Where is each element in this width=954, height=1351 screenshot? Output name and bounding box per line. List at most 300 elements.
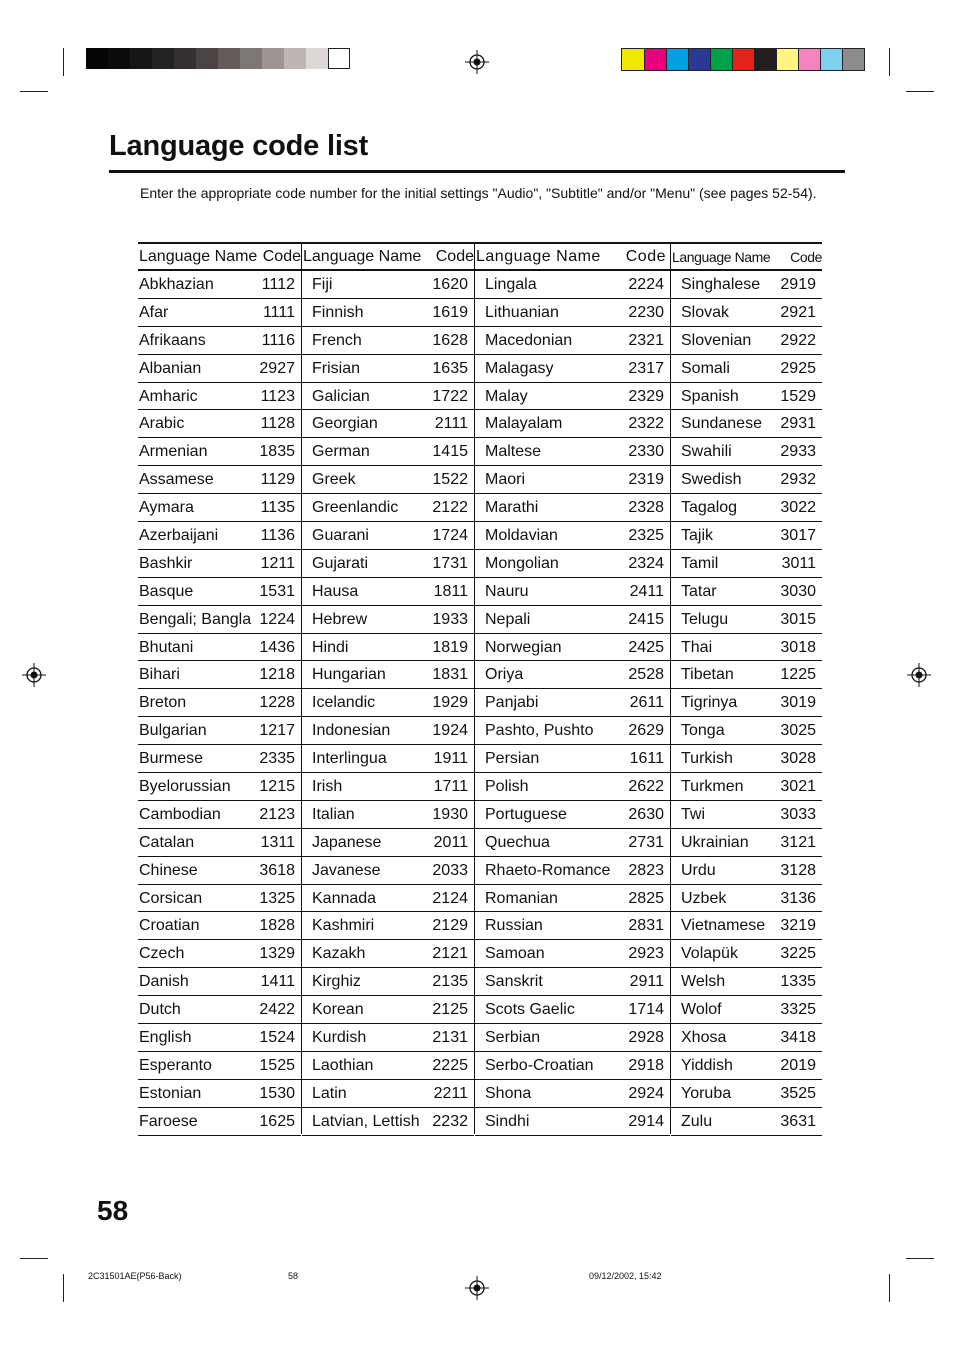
language-code: 1611	[629, 750, 664, 768]
language-code: 1530	[259, 1084, 295, 1102]
language-name: Catalan	[139, 833, 195, 851]
table-row	[475, 801, 670, 829]
language-code: 1722	[432, 387, 468, 405]
gray-swatch	[262, 48, 284, 69]
language-name: Tatar	[681, 582, 717, 600]
table-rows	[138, 271, 301, 1136]
table-row	[302, 383, 474, 411]
crop-mark	[889, 1274, 890, 1302]
gray-swatch	[108, 48, 130, 69]
gray-swatch	[306, 48, 328, 69]
table-row	[138, 829, 301, 857]
language-name: Javanese	[312, 861, 381, 879]
table-row	[138, 1080, 301, 1108]
footer-page: 58	[288, 1271, 299, 1281]
table-row	[302, 717, 474, 745]
language-code: 2122	[432, 499, 468, 517]
language-name: Lithuanian	[485, 303, 559, 321]
header-name: Language Name	[672, 249, 771, 265]
language-code: 1217	[259, 722, 295, 740]
language-code: 1924	[432, 722, 468, 740]
table-row	[302, 438, 474, 466]
intro-text: Enter the appropriate code number for the initial settings "Audio", "Subtitle" and/or "Menu" (see pages 52-54).	[140, 185, 817, 201]
page-title: Language code list	[109, 130, 369, 162]
table-row	[671, 271, 822, 299]
language-code: 1714	[628, 1001, 664, 1019]
language-name: Tibetan	[681, 666, 734, 684]
language-name: Croatian	[139, 917, 200, 935]
table-row	[138, 801, 301, 829]
table-row	[138, 1024, 301, 1052]
language-name: Malayalam	[485, 415, 563, 433]
language-name: Finnish	[312, 303, 364, 321]
language-code: 1136	[260, 527, 295, 545]
language-code: 1620	[432, 276, 468, 293]
language-name: Sundanese	[681, 415, 762, 433]
language-name: Abkhazian	[139, 276, 214, 293]
language-name: Kannada	[312, 889, 377, 907]
language-name: Italian	[312, 805, 355, 823]
header-name: Language Name	[139, 248, 258, 265]
language-code: 2918	[628, 1056, 664, 1074]
language-code: 3025	[780, 722, 816, 740]
language-code: 2928	[628, 1029, 664, 1047]
table-row	[302, 857, 474, 885]
language-code: 2415	[628, 610, 664, 628]
language-code: 2019	[780, 1056, 816, 1074]
language-name: Faroese	[139, 1112, 198, 1130]
language-code: 2317	[628, 359, 664, 377]
language-code: 2319	[628, 471, 664, 489]
table-row	[138, 634, 301, 662]
language-code: 3219	[780, 917, 816, 935]
language-code: 3418	[780, 1029, 816, 1047]
language-code: 1828	[259, 917, 295, 935]
language-name: Greek	[312, 471, 356, 489]
language-code: 1929	[432, 694, 468, 712]
language-name: Tagalog	[681, 499, 738, 517]
table-row	[475, 857, 670, 885]
language-name: Kazakh	[312, 945, 366, 963]
language-code: 3015	[780, 610, 816, 628]
language-name: Mongolian	[485, 554, 559, 572]
language-code: 3022	[780, 499, 816, 517]
table-row	[302, 689, 474, 717]
language-name: Thai	[681, 638, 713, 656]
color-swatch	[710, 49, 732, 70]
language-name: Urdu	[681, 861, 716, 879]
table-row	[671, 968, 822, 996]
table-row	[671, 634, 822, 662]
color-swatch	[688, 49, 710, 70]
language-name: Welsh	[681, 973, 726, 991]
table-row	[302, 745, 474, 773]
table-row	[302, 1108, 474, 1136]
gray-swatch	[86, 48, 108, 69]
table-row	[475, 1108, 670, 1136]
language-name: Albanian	[139, 359, 202, 377]
gray-swatch	[328, 48, 350, 69]
language-code: 1225	[780, 666, 816, 684]
language-code: 2931	[780, 415, 816, 433]
language-code: 2329	[628, 387, 664, 405]
language-name: Zulu	[681, 1112, 713, 1130]
language-name: Afrikaans	[139, 331, 206, 349]
language-code: 1711	[433, 778, 468, 796]
language-name: Moldavian	[485, 527, 558, 545]
language-code: 2123	[259, 805, 295, 823]
language-code: 3128	[780, 861, 816, 879]
language-code: 1111	[262, 303, 295, 321]
table-row	[138, 438, 301, 466]
table-row	[475, 466, 670, 494]
language-name: Tamil	[681, 554, 719, 572]
language-code: 1724	[432, 527, 468, 545]
language-name: Tonga	[681, 722, 725, 740]
language-name: Bihari	[139, 666, 180, 684]
language-name: Sindhi	[485, 1112, 530, 1130]
language-code: 2629	[628, 722, 664, 740]
language-name: Frisian	[312, 359, 361, 377]
language-code: 2932	[780, 471, 816, 489]
table-row	[138, 857, 301, 885]
table-row	[302, 773, 474, 801]
table-row	[671, 1080, 822, 1108]
language-name: Norwegian	[485, 638, 562, 656]
language-name: Aymara	[139, 499, 194, 517]
language-code: 2135	[432, 973, 468, 991]
language-name: Amharic	[139, 387, 198, 405]
language-code: 1831	[432, 666, 468, 684]
language-code: 2911	[629, 973, 664, 991]
table-row	[671, 912, 822, 940]
language-code: 2011	[433, 833, 468, 851]
language-name: Swedish	[681, 471, 742, 489]
language-name: Rhaeto-Romance	[485, 861, 611, 879]
header-code: Code	[625, 248, 666, 265]
language-name: Fiji	[312, 276, 333, 293]
language-code: 1529	[780, 387, 816, 405]
table-row	[302, 940, 474, 968]
table-row	[138, 885, 301, 913]
language-code: 1835	[259, 443, 295, 461]
language-code: 3017	[780, 527, 816, 545]
language-code: 2033	[432, 861, 468, 879]
table-row	[671, 410, 822, 438]
language-code: 2328	[628, 499, 664, 517]
language-name: Yoruba	[681, 1084, 732, 1102]
table-column	[302, 244, 475, 1134]
table-row	[671, 1108, 822, 1136]
table-row	[671, 438, 822, 466]
language-code: 2325	[628, 527, 664, 545]
language-name: Nepali	[485, 610, 531, 628]
language-name: Breton	[139, 694, 187, 712]
language-name: Irish	[312, 778, 343, 796]
language-code: 2923	[628, 945, 664, 963]
language-name: Georgian	[312, 415, 378, 433]
table-row	[671, 857, 822, 885]
table-rows	[475, 271, 670, 1136]
crop-mark	[63, 1274, 64, 1302]
language-code: 1329	[259, 945, 295, 963]
language-code: 2129	[432, 917, 468, 935]
language-name: Serbo-Croatian	[485, 1056, 594, 1074]
table-row	[671, 494, 822, 522]
language-name: Assamese	[139, 471, 214, 489]
language-name: Pashto, Pushto	[485, 722, 594, 740]
table-row	[671, 773, 822, 801]
language-code: 1933	[432, 610, 468, 628]
language-code: 1911	[433, 750, 468, 768]
language-name: Hausa	[312, 582, 359, 600]
language-code: 1335	[780, 973, 816, 991]
table-row	[671, 829, 822, 857]
language-code: 2630	[628, 805, 664, 823]
language-code: 1325	[259, 889, 295, 907]
language-name: Japanese	[312, 833, 382, 851]
language-code: 2933	[780, 443, 816, 461]
language-code: 2335	[259, 750, 295, 768]
language-name: Telugu	[681, 610, 729, 628]
language-code: 3136	[780, 889, 816, 907]
table-row	[671, 550, 822, 578]
table-row	[671, 578, 822, 606]
language-code: 3121	[780, 833, 816, 851]
table-row	[475, 606, 670, 634]
language-name: Scots Gaelic	[485, 1001, 575, 1019]
table-row	[138, 494, 301, 522]
crop-mark	[906, 1258, 934, 1259]
table-row	[671, 1052, 822, 1080]
table-row	[138, 271, 301, 299]
language-code: 2823	[628, 861, 664, 879]
language-name: Polish	[485, 778, 529, 796]
color-swatch	[732, 49, 754, 70]
color-calibration-bar	[621, 48, 865, 71]
table-rows	[671, 271, 822, 1136]
language-code: 2919	[780, 276, 816, 293]
table-row	[302, 355, 474, 383]
gray-swatch	[218, 48, 240, 69]
column-header	[303, 248, 474, 266]
table-row	[475, 745, 670, 773]
table-row	[671, 327, 822, 355]
table-row	[671, 717, 822, 745]
table-row	[138, 689, 301, 717]
table-row	[302, 522, 474, 550]
header-name: Language Name	[303, 248, 422, 265]
table-row	[475, 383, 670, 411]
table-row	[138, 717, 301, 745]
language-code: 1635	[432, 359, 468, 377]
language-code: 1415	[432, 443, 468, 461]
language-name: Serbian	[485, 1029, 541, 1047]
header-code: Code	[262, 248, 301, 265]
language-code: 2225	[432, 1056, 468, 1074]
color-swatch	[798, 49, 820, 70]
crop-mark	[20, 91, 48, 92]
language-name: Hebrew	[312, 610, 368, 628]
language-name: Bulgarian	[139, 722, 207, 740]
language-name: Persian	[485, 750, 540, 768]
table-row	[302, 1024, 474, 1052]
language-code: 2131	[432, 1029, 468, 1047]
language-name: Danish	[139, 973, 189, 991]
table-row	[138, 1052, 301, 1080]
table-row	[138, 410, 301, 438]
language-name: Latvian, Lettish	[312, 1112, 420, 1130]
language-name: Galician	[312, 387, 370, 405]
language-code: 1436	[259, 638, 295, 656]
table-row	[475, 438, 670, 466]
gray-swatch	[240, 48, 262, 69]
language-code: 2224	[628, 276, 664, 293]
language-name: French	[312, 331, 362, 349]
column-header	[139, 248, 301, 266]
language-code: 1930	[432, 805, 468, 823]
language-code: 2925	[780, 359, 816, 377]
language-name: Arabic	[139, 415, 185, 433]
table-column	[138, 244, 302, 1134]
language-code: 1123	[260, 387, 295, 405]
language-name: Gujarati	[312, 554, 369, 572]
language-name: Korean	[312, 1001, 364, 1019]
language-code: 2111	[434, 415, 468, 433]
language-name: Armenian	[139, 443, 208, 461]
language-code: 1524	[259, 1029, 295, 1047]
language-name: Romanian	[485, 889, 558, 907]
gray-swatch	[284, 48, 306, 69]
table-row	[138, 383, 301, 411]
table-row	[671, 1024, 822, 1052]
table-row	[475, 634, 670, 662]
language-code: 2411	[629, 582, 664, 600]
language-name: Volapük	[681, 945, 738, 963]
language-name: Tajik	[681, 527, 714, 545]
table-row	[302, 885, 474, 913]
language-name: Malagasy	[485, 359, 554, 377]
language-name: Azerbaijani	[139, 527, 219, 545]
language-name: Quechua	[485, 833, 550, 851]
language-code: 1525	[259, 1056, 295, 1074]
language-code: 2922	[780, 331, 816, 349]
language-name: Indonesian	[312, 722, 391, 740]
language-name: Malay	[485, 387, 528, 405]
language-code: 2324	[628, 554, 664, 572]
language-code: 1228	[259, 694, 295, 712]
language-code: 2528	[628, 666, 664, 684]
language-code: 3011	[781, 554, 816, 572]
table-row	[475, 550, 670, 578]
table-row	[138, 606, 301, 634]
table-row	[475, 271, 670, 299]
table-row	[671, 383, 822, 411]
language-name: Turkmen	[681, 778, 744, 796]
table-row	[475, 996, 670, 1024]
table-row	[475, 912, 670, 940]
table-row	[138, 968, 301, 996]
footer-timestamp: 09/12/2002, 15:42	[589, 1271, 662, 1281]
language-code: 2831	[628, 917, 664, 935]
language-name: Hindi	[312, 638, 349, 656]
language-name: Chinese	[139, 861, 198, 879]
language-name: Afar	[139, 303, 169, 321]
language-name: English	[139, 1029, 192, 1047]
footer-file-name: 2C31501AE(P56-Back)	[88, 1271, 182, 1281]
registration-mark-icon	[22, 663, 46, 687]
language-code: 1531	[259, 582, 295, 600]
table-row	[302, 634, 474, 662]
table-row	[302, 968, 474, 996]
column-header	[672, 249, 822, 265]
language-name: Xhosa	[681, 1029, 727, 1047]
gray-swatch	[196, 48, 218, 69]
page-number: 58	[97, 1195, 129, 1226]
table-row	[302, 466, 474, 494]
language-code: 2330	[628, 443, 664, 461]
language-name: Lingala	[485, 276, 537, 293]
table-row	[138, 299, 301, 327]
language-name: Swahili	[681, 443, 732, 461]
table-row	[302, 410, 474, 438]
language-code: 1311	[260, 833, 295, 851]
language-code: 2927	[259, 359, 295, 377]
table-row	[475, 1080, 670, 1108]
table-row	[671, 885, 822, 913]
table-row	[671, 299, 822, 327]
table-row	[302, 327, 474, 355]
crop-mark	[906, 91, 934, 92]
language-code: 2232	[432, 1112, 468, 1130]
table-row	[138, 745, 301, 773]
color-swatch	[842, 49, 864, 70]
language-code: 1811	[433, 582, 468, 600]
language-code: 1129	[260, 471, 295, 489]
table-row	[475, 327, 670, 355]
table-row	[671, 661, 822, 689]
language-code: 2924	[628, 1084, 664, 1102]
language-name: Hungarian	[312, 666, 386, 684]
table-row	[302, 494, 474, 522]
language-name: Yiddish	[681, 1056, 733, 1074]
table-row	[138, 661, 301, 689]
language-name: Maltese	[485, 443, 542, 461]
language-code: 1112	[261, 276, 295, 293]
language-code: 3021	[780, 778, 816, 796]
language-code: 3018	[780, 638, 816, 656]
table-row	[302, 550, 474, 578]
gray-swatch	[152, 48, 174, 69]
table-row	[475, 410, 670, 438]
language-code: 2611	[629, 694, 664, 712]
color-swatch	[622, 49, 644, 70]
table-row	[138, 355, 301, 383]
table-row	[138, 996, 301, 1024]
language-code: 1218	[259, 666, 295, 684]
language-name: Bhutani	[139, 638, 194, 656]
table-row	[302, 996, 474, 1024]
language-code: 1128	[260, 415, 295, 433]
language-name: Corsican	[139, 889, 203, 907]
table-row	[671, 466, 822, 494]
language-name: Vietnamese	[681, 917, 766, 935]
color-swatch	[820, 49, 842, 70]
column-header	[476, 248, 670, 266]
language-code: 1211	[260, 554, 295, 572]
table-row	[475, 968, 670, 996]
language-code: 1215	[259, 778, 295, 796]
